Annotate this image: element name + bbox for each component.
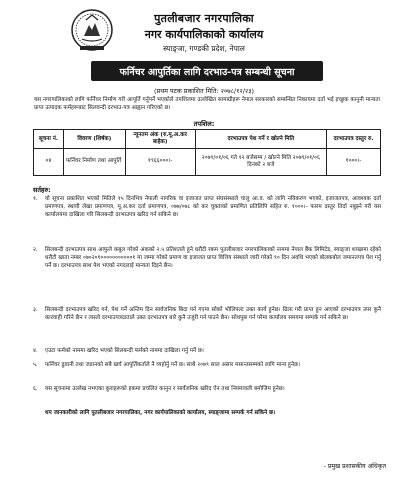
condition-number: ४. <box>33 348 38 354</box>
condition-text: सिलबन्दी दरभाउपत्र खरिद गर्न, पेश गर्ने अन्तिम दिन सार्वजनिक बिदा पर्न गएमा सोको भोलिपल्ट उक्त कार्य हुनेछ। ढिला गरी प्राप्त हुन आएको दरभाउपत्र उपर कुनै कारवाही गरिने छैन र त्यस्तो दरभाउपत्रदाताले उक्त दरभाउपत्र बारे कुनै उजुरी गर्न पाउने छैन। सोधपुछ गर्न परेमा कार्यालय समयमा सम्पर्क गर्न सकिने छ। <box>45 307 381 322</box>
condition-text: थप जानकारीको लागि पुतलीबजार नगरपालिका, नगर कार्यपालिकाको कार्यालय, स्याङ्जामा सम्पर्क गर्न सकिने छ। <box>45 410 276 416</box>
col-notice-no: सूचना नं. <box>34 130 64 149</box>
condition-item <box>33 195 381 220</box>
details-table <box>33 129 381 176</box>
table-caption: तपशिल: <box>193 120 215 128</box>
cell-fee: १०००।- <box>327 149 381 176</box>
signatory: - प्रमुख प्रशासकीय अधिकृत <box>323 463 386 470</box>
condition-text: एउटा फर्मको नाममा खरिद भएको सिलबन्दी फर्मको नाममा दाखिला गर्नु पर्ने छ। <box>45 348 204 354</box>
intro-paragraph: यस नगरपालिकाको लागि फर्निचर निर्माण गरी आपूर्ति गर्नुपर्ने भएकोले तपशिलमा उल्लेखित सामाग्रीहरू नेपाल सरकारको सम्बन्धित निकायमा दर्ता भई इच्छुक कानुनी मान्यता प्राप्त उत्पादक फर्महरूबाट सिलवन्दी दरभाउ-पत्र आह्वान गरिएको छ। <box>34 97 380 112</box>
condition-number: २. <box>33 247 38 253</box>
publication-date: (प्रथम पटक प्रकाशित मिति: २०७८/१२/२३) <box>153 87 255 95</box>
condition-item <box>33 385 381 393</box>
municipality-name: पुतलीबजार नगरपालिका <box>154 12 254 25</box>
office-address: स्याङ्जा, गण्डकी प्रदेश, नेपाल <box>163 44 245 53</box>
condition-text: यस सूचनामा उल्लेख नभएका कुराहरूको हकमा प्रचलित कानुन र सार्वजनिक खरिद ऐन तथा नियमावली बमोजिम हुनेछ। <box>45 386 285 392</box>
table-header-row <box>34 130 381 149</box>
col-submission-date: दरभाउपत्र पेश गर्ने र खोल्ने मिति <box>195 130 327 149</box>
conditions-title: सर्तहरु: <box>33 186 51 194</box>
condition-item <box>33 409 381 417</box>
cell-description: फर्निचर निर्माण तथा आपुर्ति <box>63 149 125 176</box>
condition-number: १. <box>33 196 38 202</box>
cell-min-amount: १९६६०००।- <box>125 149 195 176</box>
col-min-amount: न्यूनतम अंक (रु.मू.अ.कर बाहेक) <box>125 130 195 149</box>
condition-item <box>33 361 381 369</box>
col-description: विवरण (शिर्षक) <box>63 130 125 149</box>
office-name: नगर कार्यपालिकाको कार्यालय <box>144 28 264 41</box>
cell-submission-date: २०७९/०१/०६ गते १२ बजेसम्म / खोल्ने मिति २०७९/०१/०६ दिनको २ बजे <box>195 149 327 176</box>
condition-text: यो सूचना प्रकाशित भएको मितिले १५ दिनभित्र नेपाली नागरिक वा इजाजत प्राप्त संघसंस्थाले चालु आ.व. को लागि नविकरण भएको, इजाजतपत्र, आवश्यक दर्ता प्रमाणपत्र, स्थायी लेखा प्रमाणपत्र, मू.अ.कर दर्ता प्रमाणपत्र, ०७७/०७८ को कर चुक्ताको प्रमाणित प्रतिलिपि सहित रु. १०००।- फारम दस्तुर तिर्दा नबुझ्ने गरी यस कार्यालयमा दाखिला गरि सिलबन्दी दरभाउपत्र खरिद गर्न सकिने छ। <box>45 196 381 219</box>
condition-item <box>33 246 381 271</box>
condition-number: ३. <box>33 307 38 313</box>
condition-number: ५. <box>33 362 38 368</box>
condition-number: ६. <box>33 386 38 392</box>
notice-title-banner: फर्निचर आपुर्तिका लागि दरभाउ-पत्र सम्बन्धी सूचना <box>91 61 323 81</box>
condition-item <box>33 347 381 355</box>
table-row <box>34 149 381 176</box>
col-fee: दरभाउपत्र दस्तुर रु. <box>327 130 381 149</box>
cell-notice-no: ०४ <box>34 149 64 176</box>
condition-text: फर्निचर ढुवानी तथा जडानको सबै खर्च आपुर्तिकर्ताले नै व्यहोर्नु पर्ने छ। साथै २०७९ साल असार मसान्तसम्मको लागि मान्य हुनेछ। <box>45 362 301 368</box>
condition-text: सिलबन्दी दरभाउपत्र साथ आफुले कबुल गरेको अंकको २.५ प्रतिशतले हुने धरौटी रकम पुतलीबजार नगरपालिकाको नाममा नेपाल बैंक लिमिटेड, स्याङ्जा शाखामा रहेको धरौटी खाता नम्बर ०७०२०१०००००००००००१ मा जम्मा गरेको प्रमाण वा इजाजत प्राप्त वित्तिय संस्थाले जारी गरेको ९० दिन अवधि भएको बोलकबोल जमानतपत्र पेश गर्नु पर्ने छ। दरभाउपत्र साथ पेश भएको नगदलाई मान्यता दिइने छैन। <box>45 247 381 270</box>
condition-number <box>33 409 45 417</box>
condition-item <box>33 306 381 322</box>
